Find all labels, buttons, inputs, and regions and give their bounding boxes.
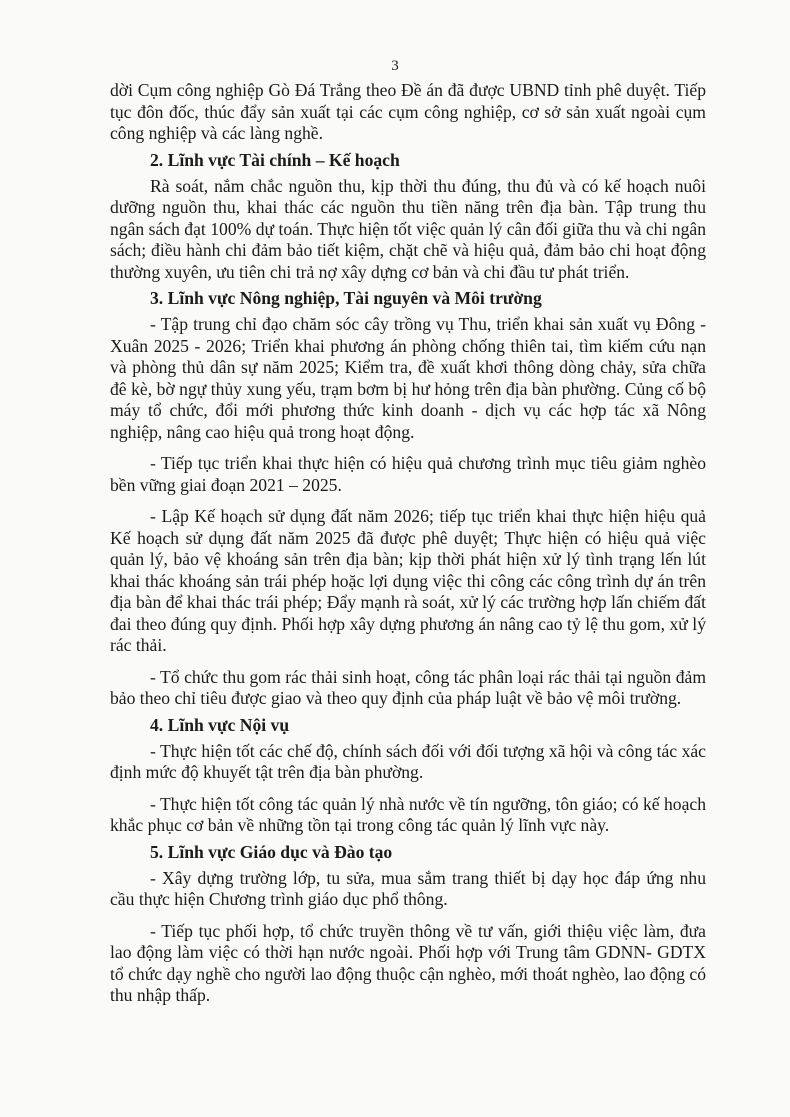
paragraph: - Xây dựng trường lớp, tu sửa, mua sắm trang thiết bị dạy học đáp ứng nhu cầu thực hiện Chương trình giáo dục phổ thông. [110,867,706,909]
intro-paragraph: dời Cụm công nghiệp Gò Đá Trắng theo Đề án đã được UBND tỉnh phê duyệt. Tiếp tục đôn đốc, thúc đẩy sản xuất tại các cụm công nghiệp, cơ sở sản xuất ngoài cụm công nghiệp và các làng nghề. [110,80,706,143]
paragraph: - Thực hiện tốt các chế độ, chính sách đối với đối tượng xã hội và công tác xác định mức độ khuyết tật trên địa bàn phường. [110,740,706,782]
paragraph: - Tập trung chỉ đạo chăm sóc cây trồng vụ Thu, triển khai sản xuất vụ Đông - Xuân 2025 - 2026; Triển khai phương án phòng chống thiên tai, tìm kiếm cứu nạn và phòng thủ dân sự năm 2025; Kiểm tra, đề xuất khơi thông dòng chảy, sửa chữa đê kè, bờ ngự thủy xung yếu, trạm bơm bị hư hỏng trên địa bàn phường. Củng cố bộ máy tổ chức, đổi mới phương thức kinh doanh - dịch vụ các hợp tác xã Nông nghiệp, nâng cao hiệu quả trong hoạt động. [110,314,706,442]
page-number: 3 [391,58,399,74]
paragraph: - Tiếp tục triển khai thực hiện có hiệu quả chương trình mục tiêu giảm nghèo bền vững giai đoạn 2021 – 2025. [110,453,706,495]
document-body [110,80,706,1011]
section-heading-finance: 2. Lĩnh vực Tài chính – Kế hoạch [150,149,400,170]
paragraph: - Thực hiện tốt công tác quản lý nhà nước về tín ngưỡng, tôn giáo; có kế hoạch khắc phục cơ bản về những tồn tại trong công tác quản lý lĩnh vực này. [110,793,706,835]
section-heading-education: 5. Lĩnh vực Giáo dục và Đào tạo [150,841,393,862]
paragraph: - Tiếp tục phối hợp, tổ chức truyền thông về tư vấn, giới thiệu việc làm, đưa lao động làm việc có thời hạn nước ngoài. Phối hợp với Trung tâm GDNN- GDTX tổ chức dạy nghề cho người lao động thuộc cận nghèo, mới thoát nghèo, lao động có thu nhập thấp. [110,920,706,1005]
paragraph: - Tổ chức thu gom rác thải sinh hoạt, công tác phân loại rác thải tại nguồn đảm bảo theo chỉ tiêu được giao và theo quy định của pháp luật về bảo vệ môi trường. [110,666,706,708]
paragraph: Rà soát, nắm chắc nguồn thu, kịp thời thu đúng, thu đủ và có kế hoạch nuôi dưỡng nguồn thu, khai thác các nguồn thu tiền năng trên địa bàn. Tập trung thu ngân sách đạt 100% dự toán. Thực hiện tốt việc quản lý cân đối giữa thu và chi ngân sách; điều hành chi đảm bảo tiết kiệm, chặt chẽ và hiệu quả, đảm bảo chi hoạt động thường xuyên, ưu tiên chi trả nợ xây dựng cơ bản và chi đầu tư phát triển. [110,175,706,282]
paragraph: - Lập Kế hoạch sử dụng đất năm 2026; tiếp tục triển khai thực hiện hiệu quả Kế hoạch sử dụng đất năm 2025 đã được phê duyệt; Thực hiện có hiệu quả việc quản lý, bảo vệ khoáng sản trên địa bàn; kịp thời phát hiện xử lý tình trạng lến lút khai thác khoáng sản trái phép hoặc lợi dụng việc thi công các công trình dự án trên địa bàn để khai thác trái phép; Đẩy mạnh rà soát, xử lý các trường hợp lấn chiếm đất đai theo đúng quy định. Phối hợp xây dựng phương án nâng cao tỷ lệ thu gom, xử lý rác thải. [110,506,706,655]
section-heading-agriculture: 3. Lĩnh vực Nông nghiệp, Tài nguyên và Môi trường [150,288,542,308]
section-heading-internal-affairs: 4. Lĩnh vực Nội vụ [150,714,290,735]
